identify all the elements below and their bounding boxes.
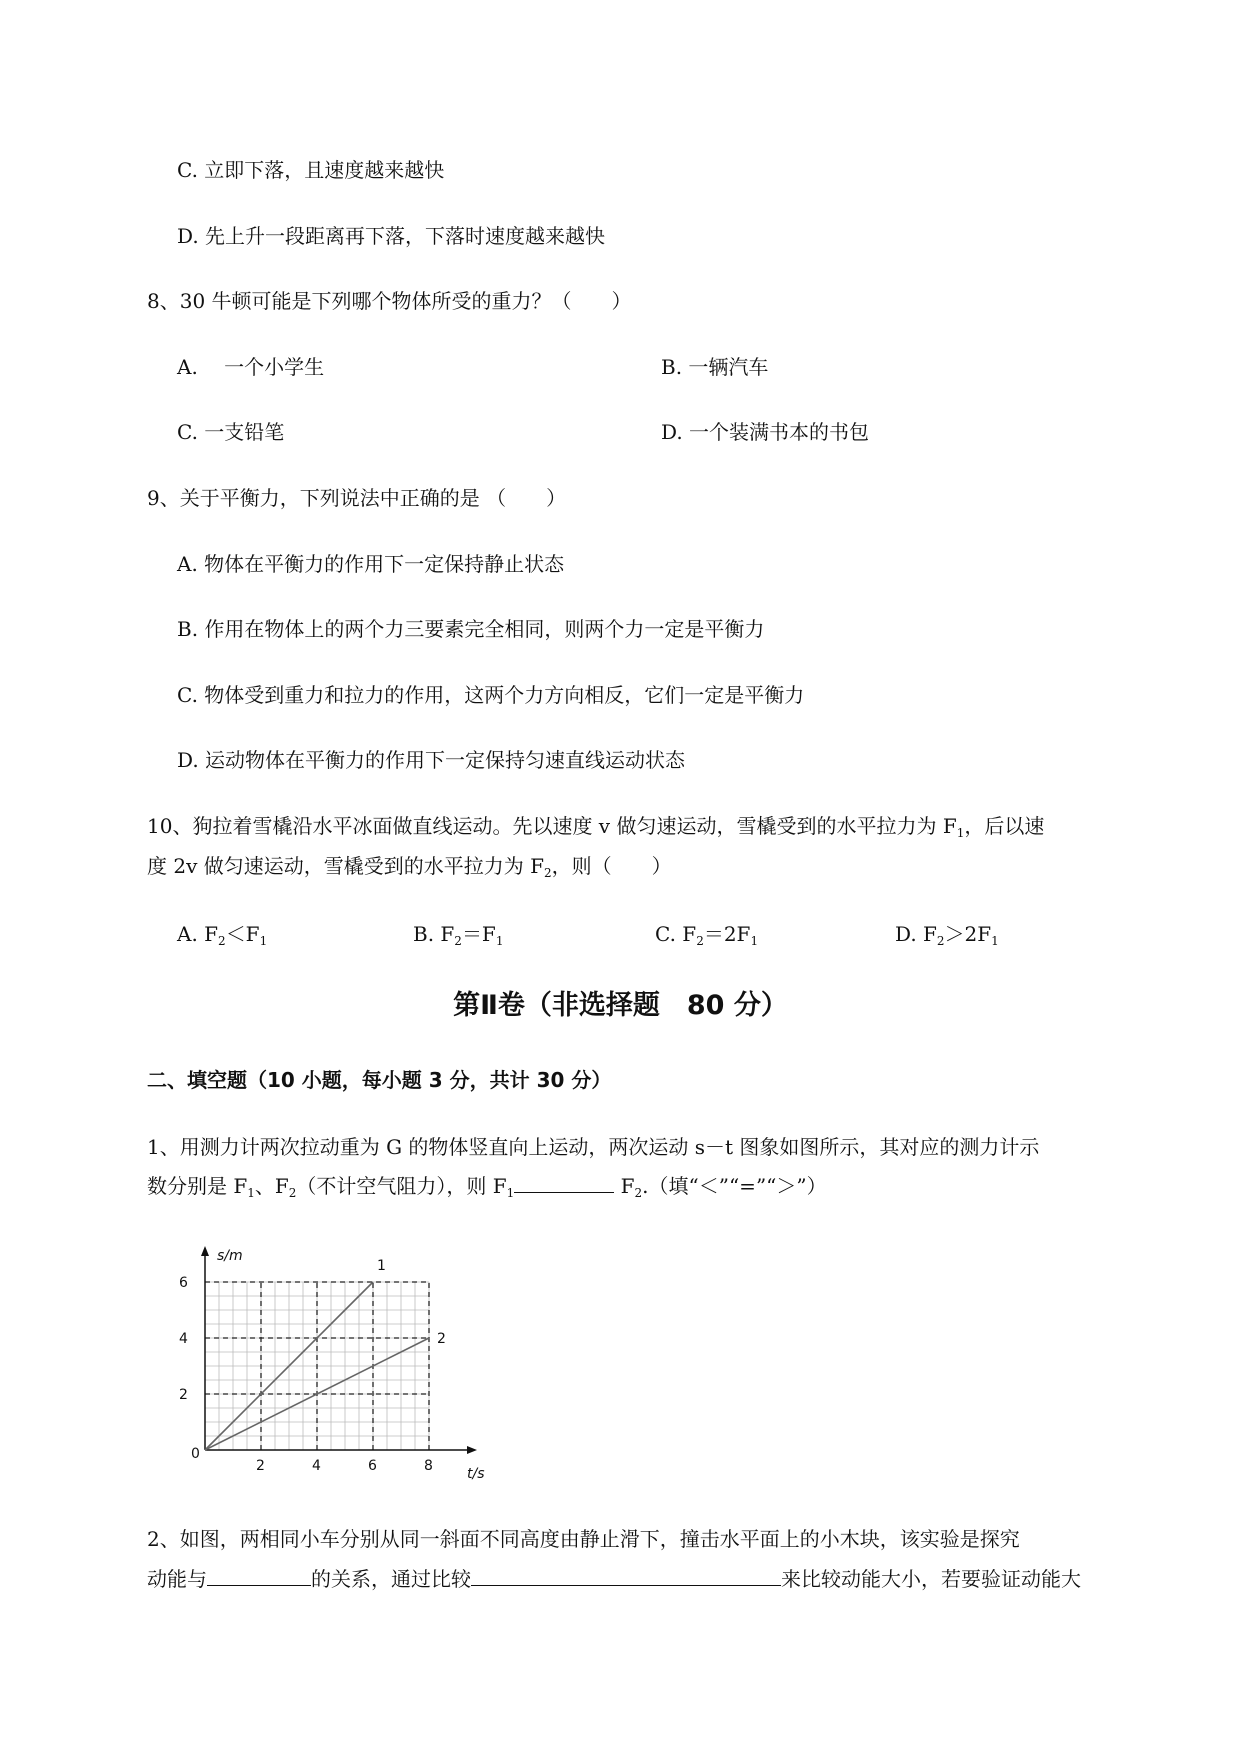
y-axis-arrow — [201, 1246, 209, 1256]
x-axis-label: t/s — [467, 1466, 485, 1482]
x-tick-label: 8 — [424, 1458, 433, 1474]
q9-option-a: A. 物体在平衡力的作用下一定保持静止状态 — [177, 552, 565, 576]
q10-option-a: A. $F_2<F_1$ — [177, 922, 268, 948]
q9-option-d: D. 运动物体在平衡力的作用下一定保持匀速直线运动状态 — [177, 748, 686, 772]
x-axis-arrow — [467, 1446, 477, 1454]
q7-option-c: C. 立即下落，且速度越来越快 — [177, 158, 445, 182]
section-title: 第Ⅱ卷（非选择题 80 分） — [453, 990, 788, 1021]
q9-option-c: C. 物体受到重力和拉力的作用，这两个力方向相反，它们一定是平衡力 — [177, 683, 805, 707]
q9-option-b: B. 作用在物体上的两个力三要素完全相同，则两个力一定是平衡力 — [177, 617, 765, 641]
y-tick-label: 6 — [179, 1275, 188, 1291]
q8-stem: 8、30 牛顿可能是下列哪个物体所受的重力？（ ） — [147, 289, 632, 313]
f1-line1: 1、用测力计两次拉动重为 G 的物体竖直向上运动，两次运动 s－t 图象如图所示，其对应的测力计示 — [147, 1135, 1040, 1159]
q10-option-c: C. $F_2=2F_1$ — [655, 922, 759, 948]
q10-stem-line2: 度 2v 做匀速运动，雪橇受到的水平拉力为 $F_2$，则（ ） — [147, 854, 672, 880]
y-tick-label: 4 — [179, 1331, 188, 1347]
x-tick-label: 6 — [368, 1458, 377, 1474]
series-label-2: 2 — [437, 1331, 446, 1347]
series-label-1: 1 — [377, 1258, 386, 1274]
f2-line1: 2、如图，两相同小车分别从同一斜面不同高度由静止滑下，撞击水平面上的小木块，该实验是探究 — [147, 1527, 1020, 1551]
section-subtitle: 二、填空题（10 小题，每小题 3 分，共计 30 分） — [147, 1068, 612, 1092]
y-tick-label: 2 — [179, 1387, 188, 1403]
y-axis-label: s/m — [217, 1248, 243, 1264]
q10-stem-line1: 10、狗拉着雪橇沿水平冰面做直线运动。先以速度 v 做匀速运动，雪橇受到的水平拉力为 $F_1$，后以速 — [147, 814, 1045, 840]
x-tick-label: 0 — [191, 1446, 200, 1462]
f2-line2: 动能与 的关系，通过比较 来比较动能大小，若要验证动能大 — [147, 1567, 1081, 1591]
q8-option-b: B. 一辆汽车 — [661, 355, 769, 379]
q10-option-d: D. $F_2>2F_1$ — [895, 922, 999, 948]
f1-line2: 数分别是 $F_1$、$F_2$（不计空气阻力），则 $F_1$ $F_2$.（填“＜”“=”“＞”） — [147, 1174, 827, 1200]
f2-blank-2[interactable] — [471, 1565, 781, 1586]
f2-blank-1[interactable] — [207, 1565, 311, 1586]
st-graph-svg — [160, 1245, 500, 1485]
st-graph — [160, 1245, 500, 1489]
x-tick-label: 2 — [256, 1458, 265, 1474]
q10-option-b: B. $F_2=F_1$ — [413, 922, 504, 948]
q8-option-a: A. 一个小学生 — [177, 355, 325, 379]
f1-answer-blank[interactable] — [514, 1172, 614, 1193]
q9-stem: 9、关于平衡力，下列说法中正确的是 （ ） — [147, 486, 567, 510]
q8-option-c: C. 一支铅笔 — [177, 420, 285, 444]
q7-option-d: D. 先上升一段距离再下落，下落时速度越来越快 — [177, 224, 606, 248]
x-tick-label: 4 — [312, 1458, 321, 1474]
q8-option-d: D. 一个装满书本的书包 — [661, 420, 870, 444]
